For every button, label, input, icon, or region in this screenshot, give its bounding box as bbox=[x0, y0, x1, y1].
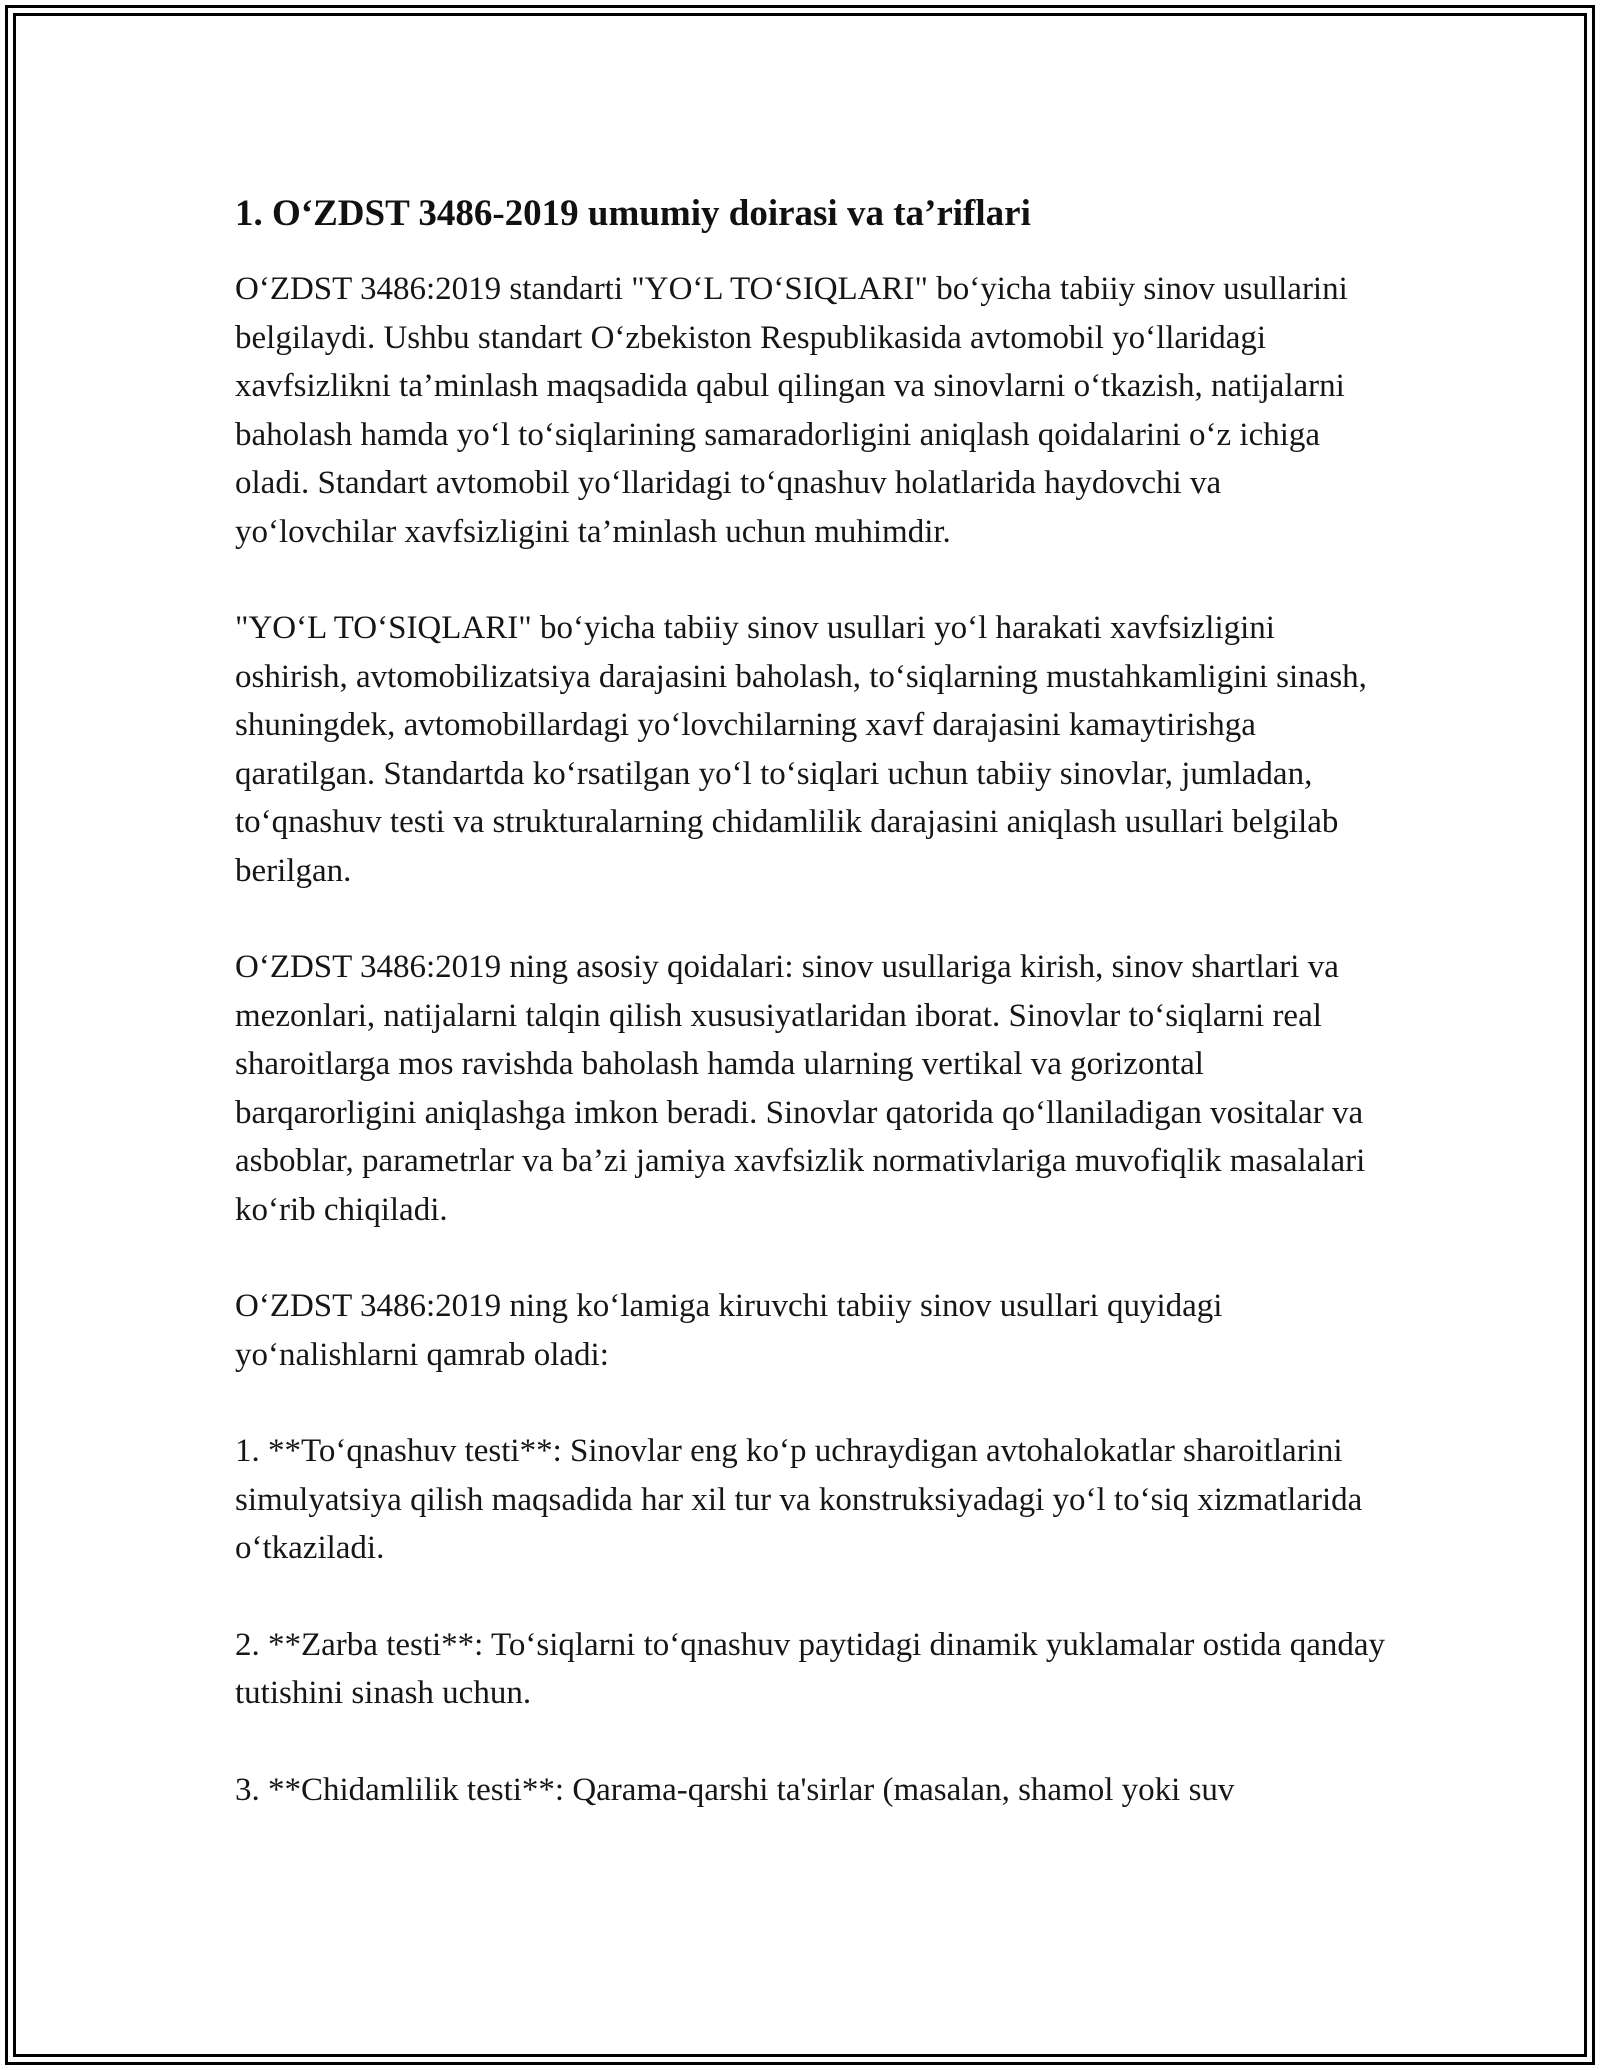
list-item-crash-test: 1. **To‘qnashuv testi**: Sinovlar eng ko‘p uchraydigan avtohalokatlar sharoitlarini simulyatsiya qilish maqsadida har xil tur va konstruksiyadagi yo‘l to‘siq xizmatlarida o‘tkaziladi. bbox=[235, 1433, 1363, 1566]
list-item-durability-test: 3. **Chidamlilik testi**: Qarama-qarshi ta'sirlar (masalan, shamol yoki suv bbox=[235, 1771, 1235, 1808]
paragraph-test-purpose: "YO‘L TO‘SIQLARI" bo‘yicha tabiiy sinov usullari yo‘l harakati xavfsizligini oshirish, avtomobilizatsiya darajasini baholash, to‘siqlarning mustahkamligini sinash, shuningdek, avtomobillardagi yo‘lovchilarning xavf darajasini kamaytirishga qaratilgan. Standartda ko‘rsatilgan yo‘l to‘siqlari uchun tabiiy sinovlar, jumladan, to‘qnashuv testi va strukturalarning chidamlilik darajasini aniqlash usullari belgilab berilgan. bbox=[235, 610, 1367, 889]
section-title: 1. O‘ZDST 3486-2019 umumiy doirasi va ta’riflari bbox=[235, 193, 1031, 234]
paragraph-main-rules: O‘ZDST 3486:2019 ning asosiy qoidalari: sinov usullariga kirish, sinov shartlari va mezonlari, natijalarni talqin qilish xususiyatlaridan iborat. Sinovlar to‘siqlarni real sharoitlarga mos ravishda baholash hamda ularning vertikal va gorizontal barqarorligini aniqlashga imkon beradi. Sinovlar qatorida qo‘llaniladigan vositalar va asboblar, parametrlar va ba’zi jamiya xavfsizlik normativlariga muvofiqlik masalalari ko‘rib chiqiladi. bbox=[235, 949, 1366, 1228]
list-item-impact-test: 2. **Zarba testi**: To‘siqlarni to‘qnashuv paytidagi dinamik yuklamalar ostida qanday tutishini sinash uchun. bbox=[235, 1626, 1385, 1711]
document-body bbox=[235, 185, 1385, 1814]
paragraph-methods-intro: O‘ZDST 3486:2019 ning ko‘lamiga kiruvchi tabiiy sinov usullari quyidagi yo‘nalishlarni qamrab oladi: bbox=[235, 1288, 1223, 1373]
paragraph-scope-intro: O‘ZDST 3486:2019 standarti "YO‘L TO‘SIQLARI" bo‘yicha tabiiy sinov usullarini belgilaydi. Ushbu standart O‘zbekiston Respublikasida avtomobil yo‘llaridagi xavfsizlikni ta’minlash maqsadida qabul qilingan va sinovlarni o‘tkazish, natijalarni baholash hamda yo‘l to‘siqlarining samaradorligini aniqlash qoidalarini o‘z ichiga oladi. Standart avtomobil yo‘llaridagi to‘qnashuv holatlarida haydovchi va yo‘lovchilar xavfsizligini ta’minlash uchun muhimdir. bbox=[235, 271, 1348, 550]
